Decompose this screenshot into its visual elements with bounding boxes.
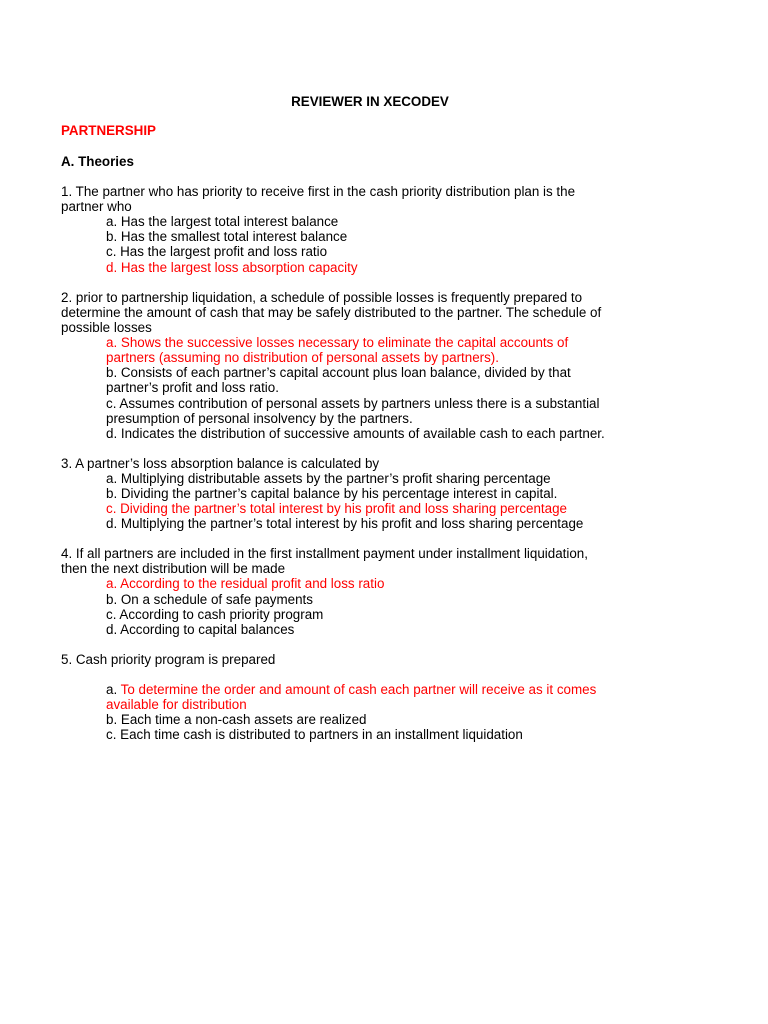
- question-1-option-a: a. Has the largest total interest balance: [106, 214, 339, 229]
- question-2-stem-line-3: possible losses: [61, 320, 152, 335]
- question-2-stem-line-1: 2. prior to partnership liquidation, a schedule of possible losses is frequently prepared to: [61, 290, 583, 305]
- question-5-option-c: c. Each time cash is distributed to partners in an installment liquidation: [106, 727, 523, 742]
- question-5-option-a-answer-text: To determine the order and amount of cash each partner will receive as it comes: [120, 682, 597, 697]
- question-5-option-a-prefix: a.: [106, 682, 121, 697]
- question-3-option-a: a. Multiplying distributable assets by the partner’s profit sharing percentage: [106, 471, 551, 486]
- question-2-option-c-line-1: c. Assumes contribution of personal assets by partners unless there is a substantial: [106, 396, 600, 411]
- question-3-option-d: d. Multiplying the partner’s total interest by his profit and loss sharing percentage: [106, 516, 584, 531]
- question-4-option-c: c. According to cash priority program: [106, 607, 324, 622]
- question-1-stem-line-1: 1. The partner who has priority to receive first in the cash priority distribution plan is the: [61, 184, 576, 199]
- question-2-option-c-line-2: presumption of personal insolvency by the partners.: [106, 411, 413, 426]
- question-1-option-c: c. Has the largest profit and loss ratio: [106, 244, 328, 259]
- question-3-stem: 3. A partner’s loss absorption balance is calculated by: [61, 456, 380, 471]
- question-2-option-a-answer-line-1: a. Shows the successive losses necessary to eliminate the capital accounts of: [106, 335, 569, 350]
- question-5-option-a-answer-line-1: [106, 682, 596, 697]
- question-3-option-c-answer: c. Dividing the partner’s total interest by his profit and loss sharing percentage: [106, 501, 567, 516]
- question-5-option-a-answer-line-2: available for distribution: [106, 697, 247, 712]
- section-heading: A. Theories: [61, 154, 134, 169]
- question-5-stem: 5. Cash priority program is prepared: [61, 652, 276, 667]
- question-2-option-d: d. Indicates the distribution of successive amounts of available cash to each partner.: [106, 426, 605, 441]
- question-4-stem-line-2: then the next distribution will be made: [61, 561, 286, 576]
- question-4-option-d: d. According to capital balances: [106, 622, 295, 637]
- question-3-option-b: b. Dividing the partner’s capital balance by his percentage interest in capital.: [106, 486, 558, 501]
- question-5-option-b: b. Each time a non-cash assets are realized: [106, 712, 367, 727]
- question-2-option-b-line-2: partner’s profit and loss ratio.: [106, 380, 279, 395]
- question-2-option-b-line-1: b. Consists of each partner’s capital account plus loan balance, divided by that: [106, 365, 571, 380]
- question-4-option-a-answer: a. According to the residual profit and loss ratio: [106, 576, 385, 591]
- topic-heading: PARTNERSHIP: [61, 123, 156, 138]
- question-2-stem-line-2: determine the amount of cash that may be safely distributed to the partner. The schedule of: [61, 305, 602, 320]
- question-1-option-d-answer: d. Has the largest loss absorption capacity: [106, 260, 358, 275]
- question-2-option-a-answer-line-2: partners (assuming no distribution of personal assets by partners).: [106, 350, 499, 365]
- question-4-option-b: b. On a schedule of safe payments: [106, 592, 313, 607]
- question-4-stem-line-1: 4. If all partners are included in the first installment payment under installment liquidation,: [61, 546, 588, 561]
- question-1-option-b: b. Has the smallest total interest balance: [106, 229, 348, 244]
- document-title: REVIEWER IN XECODEV: [291, 94, 449, 109]
- question-1-stem-line-2: partner who: [61, 199, 132, 214]
